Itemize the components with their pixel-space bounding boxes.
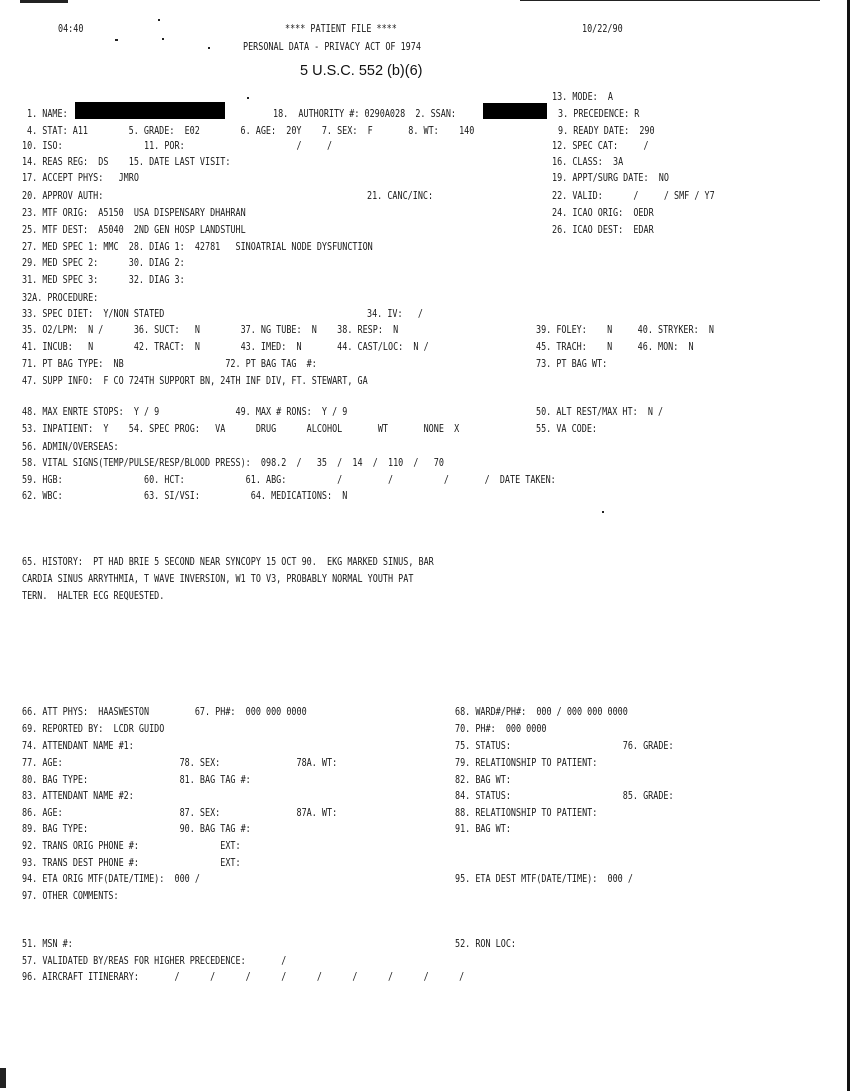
field-status-84: 84. STATUS: 85. GRADE: bbox=[455, 790, 674, 802]
ssan-redaction bbox=[483, 103, 547, 119]
field-mode: 13. MODE: A bbox=[552, 91, 614, 103]
field-row-48: 48. MAX ENRTE STOPS: Y / 9 49. MAX # RONS: Y / 9 bbox=[22, 406, 348, 418]
scan-edge-top-right bbox=[520, 0, 820, 1]
field-icao-dest: 26. ICAO DEST: EDAR bbox=[552, 224, 654, 236]
field-class: 16. CLASS: 3A bbox=[552, 156, 624, 168]
field-canc-inc: 21. CANC/INC: bbox=[367, 190, 434, 202]
scan-speck bbox=[208, 47, 210, 49]
field-ron-loc: 52. RON LOC: bbox=[455, 938, 517, 950]
field-row-89: 89. BAG TYPE: 90. BAG TAG #: bbox=[22, 823, 251, 835]
field-trach-mon: 45. TRACH: N 46. MON: N bbox=[536, 341, 694, 353]
field-relationship-79: 79. RELATIONSHIP TO PATIENT: bbox=[455, 757, 598, 769]
field-authority-ssan: 18. AUTHORITY #: 0290A028 2. SSAN: bbox=[273, 108, 457, 120]
field-mtf-dest: 25. MTF DEST: A5040 2ND GEN HOSP LANDSTUHL bbox=[22, 224, 246, 236]
scan-speck bbox=[247, 97, 249, 99]
field-name: 1. NAME: bbox=[27, 108, 68, 120]
field-ready-date: 9. READY DATE: 290 bbox=[558, 125, 655, 137]
field-trans-orig-phone: 92. TRANS ORIG PHONE #: EXT: bbox=[22, 840, 241, 852]
history-line-3: TERN. HALTER ECG REQUESTED. bbox=[22, 590, 165, 602]
field-msn: 51. MSN #: bbox=[22, 938, 73, 950]
field-va-code: 55. VA CODE: bbox=[536, 423, 598, 435]
scan-speck bbox=[115, 39, 118, 41]
field-aircraft-itinerary: 96. AIRCRAFT ITINERARY: / / / / / / / / / bbox=[22, 971, 465, 983]
print-time: 04:40 bbox=[58, 23, 84, 35]
foia-exemption: 5 U.S.C. 552 (b)(6) bbox=[300, 63, 423, 79]
field-accept-phys: 17. ACCEPT PHYS: JMRO bbox=[22, 172, 139, 184]
field-row-41: 41. INCUB: N 42. TRACT: N 43. IMED: N 44. CAST/LOC: N / bbox=[22, 341, 429, 353]
print-date: 10/22/90 bbox=[582, 23, 623, 35]
file-title: **** PATIENT FILE **** bbox=[285, 23, 397, 35]
field-admin-overseas: 56. ADMIN/OVERSEAS: bbox=[22, 441, 119, 453]
field-spec-cat: 12. SPEC CAT: / bbox=[552, 140, 649, 152]
field-med-spec-3: 31. MED SPEC 3: 32. DIAG 3: bbox=[22, 274, 185, 286]
field-supp-info: 47. SUPP INFO: F CO 724TH SUPPORT BN, 24TH INF DIV, FT. STEWART, GA bbox=[22, 375, 368, 387]
scan-speck bbox=[162, 38, 164, 40]
field-iv: 34. IV: / bbox=[367, 308, 423, 320]
field-valid: 22. VALID: / / SMF / Y7 bbox=[552, 190, 715, 202]
field-status-75: 75. STATUS: 76. GRADE: bbox=[455, 740, 674, 752]
field-other-comments: 97. OTHER COMMENTS: bbox=[22, 890, 119, 902]
field-row-14: 14. REAS REG: DS 15. DATE LAST VISIT: bbox=[22, 156, 231, 168]
field-reported-by: 69. REPORTED BY: LCDR GUIDO bbox=[22, 723, 165, 735]
field-foley-stryker: 39. FOLEY: N 40. STRYKER: N bbox=[536, 324, 714, 336]
scan-speck bbox=[0, 1068, 6, 1088]
field-row-80: 80. BAG TYPE: 81. BAG TAG #: bbox=[22, 774, 251, 786]
field-med-spec-1: 27. MED SPEC 1: MMC 28. DIAG 1: 42781 SINOATRIAL NODE DYSFUNCTION bbox=[22, 241, 373, 253]
field-row-53: 53. INPATIENT: Y 54. SPEC PROG: VA DRUG ALCOHOL WT NONE X bbox=[22, 423, 460, 435]
field-bag-wt-82: 82. BAG WT: bbox=[455, 774, 511, 786]
scan-speck bbox=[602, 511, 604, 513]
field-icao-orig: 24. ICAO ORIG: OEDR bbox=[552, 207, 654, 219]
field-med-spec-2: 29. MED SPEC 2: 30. DIAG 2: bbox=[22, 257, 185, 269]
name-redaction bbox=[75, 102, 225, 119]
field-mtf-orig: 23. MTF ORIG: A5150 USA DISPENSARY DHAHRAN bbox=[22, 207, 246, 219]
field-validated-by: 57. VALIDATED BY/REAS FOR HIGHER PRECEDENCE: / bbox=[22, 955, 287, 967]
field-row-59: 59. HGB: 60. HCT: 61. ABG: / / / / DATE TAKEN: bbox=[22, 474, 556, 486]
field-ph-70: 70. PH#: 000 0000 bbox=[455, 723, 547, 735]
field-row-10: 10. ISO: 11. POR: / / bbox=[22, 140, 333, 152]
field-appt-surg-date: 19. APPT/SURG DATE: NO bbox=[552, 172, 669, 184]
field-attendant-1: 74. ATTENDANT NAME #1: bbox=[22, 740, 134, 752]
field-attendant-2: 83. ATTENDANT NAME #2: bbox=[22, 790, 134, 802]
field-procedure: 32A. PROCEDURE: bbox=[22, 292, 99, 304]
scan-speck bbox=[158, 19, 160, 21]
field-spec-diet: 33. SPEC DIET: Y/NON STATED bbox=[22, 308, 165, 320]
field-row-62: 62. WBC: 63. SI/VSI: 64. MEDICATIONS: N bbox=[22, 490, 348, 502]
field-alt-rest: 50. ALT REST/MAX HT: N / bbox=[536, 406, 664, 418]
privacy-notice: PERSONAL DATA - PRIVACY ACT OF 1974 bbox=[243, 41, 421, 53]
field-row-4: 4. STAT: A11 5. GRADE: E02 6. AGE: 20Y 7. SEX: F 8. WT: 140 bbox=[27, 125, 475, 137]
field-eta-dest: 95. ETA DEST MTF(DATE/TIME): 000 / bbox=[455, 873, 633, 885]
field-att-phys: 66. ATT PHYS: HAASWESTON 67. PH#: 000 000 0000 bbox=[22, 706, 307, 718]
field-eta-orig: 94. ETA ORIG MTF(DATE/TIME): 000 / bbox=[22, 873, 200, 885]
field-trans-dest-phone: 93. TRANS DEST PHONE #: EXT: bbox=[22, 857, 241, 869]
field-pt-bag: 71. PT BAG TYPE: NB 72. PT BAG TAG #: bbox=[22, 358, 317, 370]
field-row-35: 35. O2/LPM: N / 36. SUCT: N 37. NG TUBE: N 38. RESP: N bbox=[22, 324, 399, 336]
field-precedence: 3. PRECEDENCE: R bbox=[558, 108, 640, 120]
field-vital-signs: 58. VITAL SIGNS(TEMP/PULSE/RESP/BLOOD PRESS): 098.2 / 35 / 14 / 110 / 70 bbox=[22, 457, 444, 469]
field-pt-bag-wt: 73. PT BAG WT: bbox=[536, 358, 608, 370]
field-row-86: 86. AGE: 87. SEX: 87A. WT: bbox=[22, 807, 338, 819]
field-ward-ph: 68. WARD#/PH#: 000 / 000 000 0000 bbox=[455, 706, 628, 718]
field-approv-auth: 20. APPROV AUTH: bbox=[22, 190, 104, 202]
history-line-2: CARDIA SINUS ARRYTHMIA, T WAVE INVERSION, W1 TO V3, PROBABLY NORMAL YOUTH PAT bbox=[22, 573, 414, 585]
field-bag-wt-91: 91. BAG WT: bbox=[455, 823, 511, 835]
scan-edge-top-left bbox=[20, 0, 68, 3]
history-line-1: 65. HISTORY: PT HAD BRIE 5 SECOND NEAR SYNCOPY 15 OCT 90. EKG MARKED SINUS, BAR bbox=[22, 556, 434, 568]
field-relationship-88: 88. RELATIONSHIP TO PATIENT: bbox=[455, 807, 598, 819]
field-row-77: 77. AGE: 78. SEX: 78A. WT: bbox=[22, 757, 338, 769]
